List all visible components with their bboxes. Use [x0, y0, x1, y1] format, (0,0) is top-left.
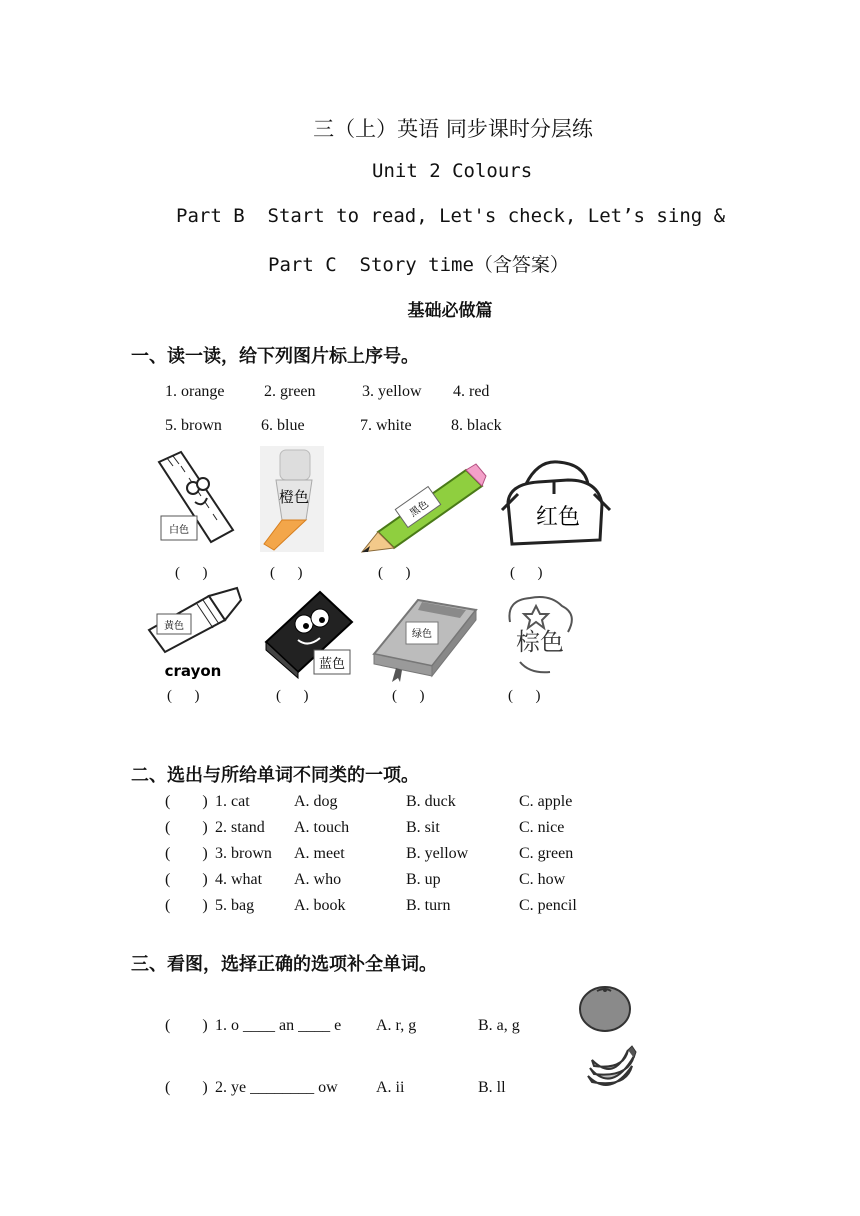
question-word: 2. ye ________ ow	[215, 1079, 338, 1096]
marker-icon	[260, 446, 324, 552]
option-a: A. dog	[294, 793, 338, 810]
option-b: B. ll	[478, 1079, 506, 1096]
level-subtitle: 基础必做篇	[407, 301, 493, 321]
word-option: 4. red	[453, 383, 490, 400]
answer-blank[interactable]: ( )	[165, 819, 208, 836]
color-tag: 蓝色	[318, 657, 346, 672]
answer-blank[interactable]: ( )	[165, 871, 208, 888]
question-word: 5. bag	[215, 897, 255, 914]
answer-blank[interactable]: ( )	[175, 565, 208, 581]
book-icon	[370, 592, 480, 684]
option-b: B. yellow	[406, 845, 469, 862]
answer-blank[interactable]: ( )	[165, 1079, 208, 1096]
word-option: 2. green	[264, 383, 316, 400]
word-option: 6. blue	[261, 417, 305, 434]
section-3-heading: 三、看图，选择正确的选项补全单词。	[131, 954, 437, 975]
option-b: B. up	[406, 871, 441, 888]
answer-blank[interactable]: ( )	[270, 565, 303, 581]
option-c: C. apple	[519, 793, 573, 810]
question-word: 3. brown	[215, 845, 272, 862]
answer-blank[interactable]: ( )	[165, 1017, 208, 1034]
orange-icon	[577, 983, 633, 1033]
pencil-icon	[358, 460, 488, 554]
option-a: A. touch	[294, 819, 350, 836]
option-a: A. book	[294, 897, 346, 914]
option-b: B. duck	[406, 793, 456, 810]
option-b: B. a, g	[478, 1017, 520, 1034]
option-a: A. meet	[294, 845, 345, 862]
question-word: 2. stand	[215, 819, 265, 836]
answer-blank[interactable]: ( )	[165, 793, 208, 810]
color-tag: 黑色	[408, 498, 431, 520]
option-c: C. pencil	[519, 897, 577, 914]
word-option: 7. white	[360, 417, 412, 434]
crayon-icon	[143, 586, 245, 682]
page-title: 三（上）英语 同步课时分层练	[313, 117, 593, 141]
question-word: 4. what	[215, 871, 263, 888]
option-b: B. sit	[406, 819, 440, 836]
option-a: A. who	[294, 871, 342, 888]
word-option: 1. orange	[165, 383, 225, 400]
banana-icon	[584, 1044, 638, 1094]
option-b: B. turn	[406, 897, 451, 914]
unit-title: Unit 2 Colours	[372, 160, 533, 182]
option-a: A. ii	[376, 1079, 405, 1096]
answer-blank[interactable]: ( )	[165, 897, 208, 914]
option-c: C. green	[519, 845, 574, 862]
answer-blank[interactable]: ( )	[165, 845, 208, 862]
color-tag: 棕色	[516, 628, 564, 656]
color-tag: 黄色	[164, 621, 184, 632]
option-c: C. how	[519, 871, 566, 888]
crayon-caption: crayon	[164, 662, 222, 680]
answer-blank[interactable]: ( )	[508, 688, 541, 704]
question-word: 1. o ____ an ____ e	[215, 1017, 342, 1034]
doodle-icon	[500, 592, 580, 678]
answer-blank[interactable]: ( )	[276, 688, 309, 704]
word-option: 5. brown	[165, 417, 222, 434]
part-line-1: Part B Start to read, Let's check, Let’s sing &	[176, 205, 726, 227]
word-option: 8. black	[451, 417, 502, 434]
eraser-icon	[262, 588, 356, 680]
color-tag: 白色	[169, 525, 189, 536]
section-1-heading: 一、读一读，给下列图片标上序号。	[131, 346, 419, 367]
section-2-heading: 二、选出与所给单词不同类的一项。	[131, 765, 419, 786]
bag-icon	[498, 454, 614, 550]
option-a: A. r, g	[376, 1017, 417, 1034]
answer-blank[interactable]: ( )	[378, 565, 411, 581]
question-word: 1. cat	[215, 793, 250, 810]
ruler-icon	[155, 448, 235, 548]
color-tag: 橙色	[278, 488, 310, 506]
answer-blank[interactable]: ( )	[392, 688, 425, 704]
part-line-2: Part C Story time（含答案）	[268, 254, 569, 276]
color-tag: 绿色	[412, 629, 432, 640]
answer-blank[interactable]: ( )	[167, 688, 200, 704]
color-tag: 红色	[535, 505, 581, 530]
option-c: C. nice	[519, 819, 565, 836]
word-option: 3. yellow	[362, 383, 422, 400]
answer-blank[interactable]: ( )	[510, 565, 543, 581]
